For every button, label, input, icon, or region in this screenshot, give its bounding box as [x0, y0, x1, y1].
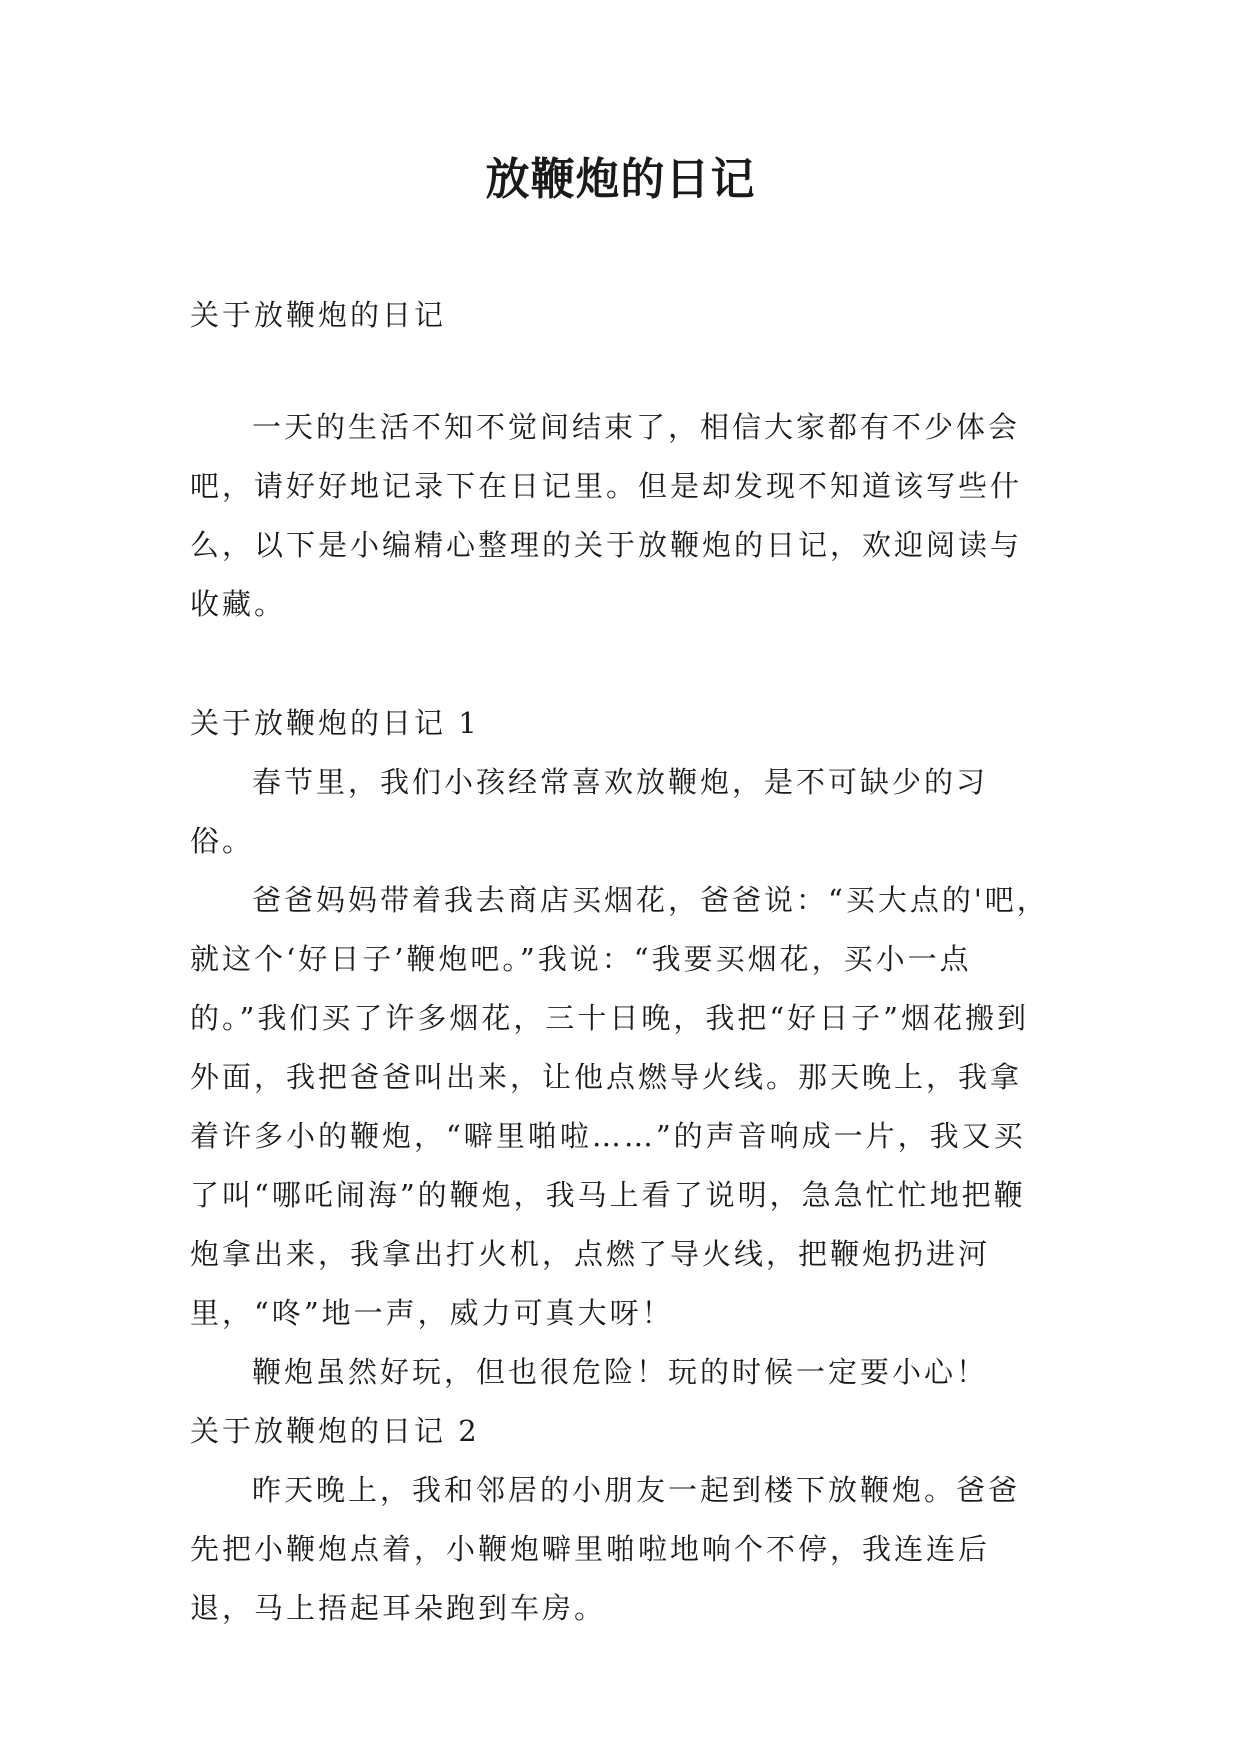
- section-1-paragraph-1: 春节里，我们小孩经常喜欢放鞭炮，是不可缺少的习俗。: [190, 765, 989, 858]
- subtitle: 关于放鞭炮的日记: [190, 298, 447, 332]
- section-heading-2: 关于放鞭炮的日记 2: [190, 1414, 480, 1448]
- document-body: [190, 286, 1050, 1638]
- section-2-paragraph-1: 昨天晚上，我和邻居的小朋友一起到楼下放鞭炮。爸爸先把小鞭炮点着，小鞭炮噼里啪啦地响个不停，我连连后退，马上捂起耳朵跑到车房。: [190, 1473, 1021, 1625]
- intro-paragraph: 一天的生活不知不觉间结束了，相信大家都有不少体会吧，请好好地记录下在日记里。但是却发现不知道该写些什么，以下是小编精心整理的关于放鞭炮的日记，欢迎阅读与收藏。: [190, 410, 1023, 621]
- section-1-paragraph-2: 爸爸妈妈带着我去商店买烟花，爸爸说：“买大点的'吧，就这个‘好日子’鞭炮吧。”我说：“我要买烟花，买小一点的。”我们买了许多烟花，三十日晚，我把“好日子”烟花搬到外面，我把爸爸叫出来，让他点燃导火线。那天晚上，我拿着许多小的鞭炮，“噼里啪啦……”的声音响成一片，我又买了叫“哪吒闹海”的鞭炮，我马上看了说明，急急忙忙地把鞭炮拿出来，我拿出打火机，点燃了导火线，把鞭炮扔进河里，“咚”地一声，威力可真大呀！: [190, 883, 1049, 1330]
- page-title: 放鞭炮的日记: [485, 154, 756, 205]
- section-heading-1: 关于放鞭炮的日记 1: [190, 706, 480, 740]
- section-1-paragraph-3: 鞭炮虽然好玩，但也很危险！玩的时候一定要小心！: [252, 1355, 989, 1389]
